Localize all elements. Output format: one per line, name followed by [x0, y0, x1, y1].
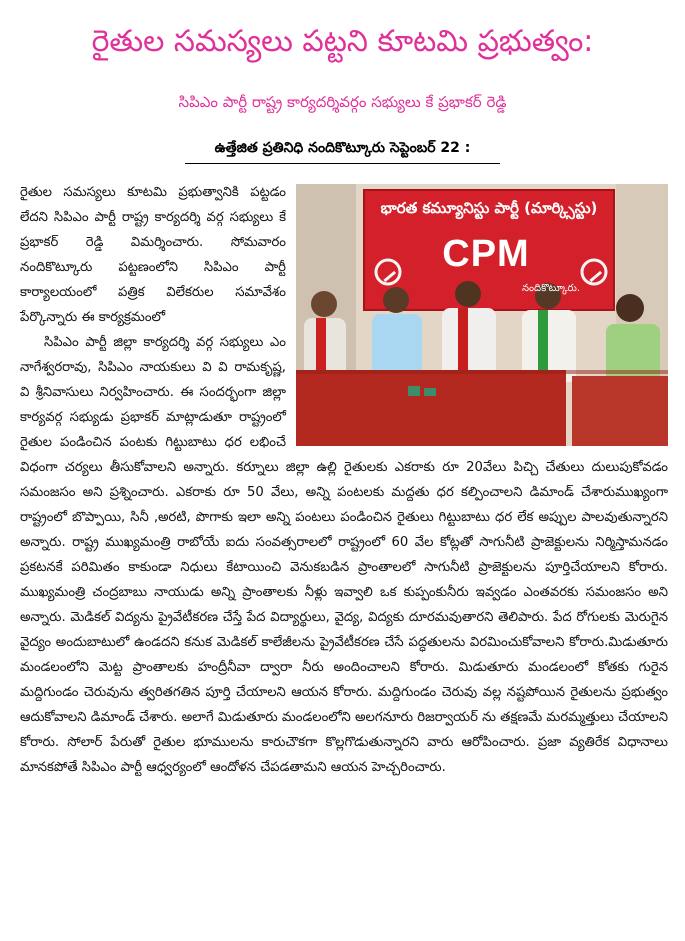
dateline: ఉత్తేజిత ప్రతినిధి నందికొట్కూరు సెప్టెంబర్ 22 : [214, 140, 471, 156]
subheadline: సిపిఎం పార్టీ రాష్ట్ర కార్యదర్శివర్గం సభ్యులు కే ప్రభాకర్ రెడ్డి [178, 93, 507, 111]
article-paragraph: రైతుల సమస్యలు కూటమి ప్రభుత్వానికి పట్టడం లేదని సిపిఎం పార్టీ రాష్ట్ర కార్యదర్శి వర్గ సభ్యులు కే ప్రభాకర్ రెడ్డి విమర్శించారు. సోమవారం నందికొట్కూరు పట్టణంలోని సిపిఎం పార్టీ కార్యాలయంలో పత్రిక విలేకరుల సమావేశం పేర్కొన్నారు ఈ కార్యక్రమంలో [20, 185, 286, 325]
dateline-underline [185, 163, 500, 164]
article-paragraph: సిపిఎం పార్టీ జిల్లా కార్యదర్శి వర్గ సభ్యులు ఎం నాగేశ్వరరావు, సిపిఎం నాయకులు వి వి రామకృష్ణ, వి శ్రీనివాసులు నిర్వహించారు. ఈ సందర్భంగా జిల్లా కార్యవర్గ సభ్యుడు ప్రభాకర్ మాట్లాడుతూ రాష్ట్రంలో రైతుల పండించిన పంటకు గిట్టుబాటు ధర లభించే విధంగా చర్యలు తీసుకోవాలని అన్నారు. కర్నూలు జిల్లా ఉల్లి రైతులకు ఎకరాకు రూ 20వేలు పిచ్చి చేతులు దులుపుకోవడం సమంజసం అని ప్రశ్నించారు. ఎకరాకు రూ 50 వేలు, అన్ని పంటలకు మద్దతు ధర కల్పించాలని డిమాండ్ చేశారుముఖ్యంగా రాష్ట్రంలో బొప్పాయి, సినీ ,అరటి, పొగాకు ఇలా అన్ని పంటలు పండించిన రైతులు గిట్టుబాటు ధర లేక అప్పుల పాలవుతున్నారని అన్నారు. రాష్ట్ర ముఖ్యమంత్రి రాబోయే ఐదు సంవత్సరాలలో రాష్ట్రంలో 60 వేల కోట్లతో సాగునీటి ప్రాజెక్టులను నిర్మిస్తామనడం ప్రకటనకే పరిమితం కాకుండా నిధులు కేటాయించి వెనుకబడిన ప్రాంతాలలో సాగునీటి ప్రాజెక్టులను పూర్తిచేయాలని కోరారు. ముఖ్యమంత్రి చంద్రబాబు నాయుడు అన్ని ప్రాంతాలకు నీళ్లు ఇవ్వాలి ఒక కుప్పంకునీరు ఇవ్వడం ఎంతవరకు సమంజసం అని అన్నారు. మెడికల్ విద్యను ప్రైవేటీకరణ చేస్తే పేద విద్యార్థులు, వైద్య, విద్యకు దూరమవుతారని తెలిపారు. పేద రోగులకు మెరుగైన వైద్యం అందుబాటులో ఉండదని కనుక మెడికల్ కాలేజీలను ప్రైవేటీకరణ చేసే పద్ధతులను విరమించుకోవాలని కోరారు.మిడుతూరు మండలంలోని మెట్ట ప్రాంతాలకు హంద్రీనీవా ద్వారా నీరు అందించాలని కోరారు. మిడుతూరు మండలంలో కోతకు గురైన మద్దిగుండం చెరువును త్వరితగతిన పూర్తి చేయాలని ఆయన కోరారు. మద్దిగుండం చెరువు వల్ల నష్టపోయిన రైతులను ప్రభుత్వం ఆదుకోవాలని డిమాండ్ చేశారు. అలాగే మిడుతూరు మండలంలోని అలగనూరు రిజర్వాయర్ ను తక్షణమే మరమ్మత్తులు చేయాలని కోరారు. సోలార్ పేరుతో రైతుల భూములను కారుచౌకగా కొల్లగొడుతున్నారని వారు ఆరోపించారు. ప్రజా వ్యతిరేక విధానాలు మానకపోతే సిపిఎం పార్టీ ఆధ్వర్యంలో ఆందోళన చేపడతామని ఆయన హెచ్చరించారు. [20, 335, 668, 775]
banner-cpm-logo: CPM [442, 233, 530, 275]
press-meet-photo-illustration [296, 184, 668, 446]
banner-party-name: భారత కమ్యూనిస్టు పార్టీ (మార్క్సిస్టు) [380, 199, 598, 217]
article-body [20, 180, 668, 780]
banner-place: నందికొట్కూరు. [521, 283, 581, 294]
news-photo [296, 184, 668, 446]
headline: రైతుల సమస్యలు పట్టని కూటమి ప్రభుత్వం: [91, 24, 594, 59]
